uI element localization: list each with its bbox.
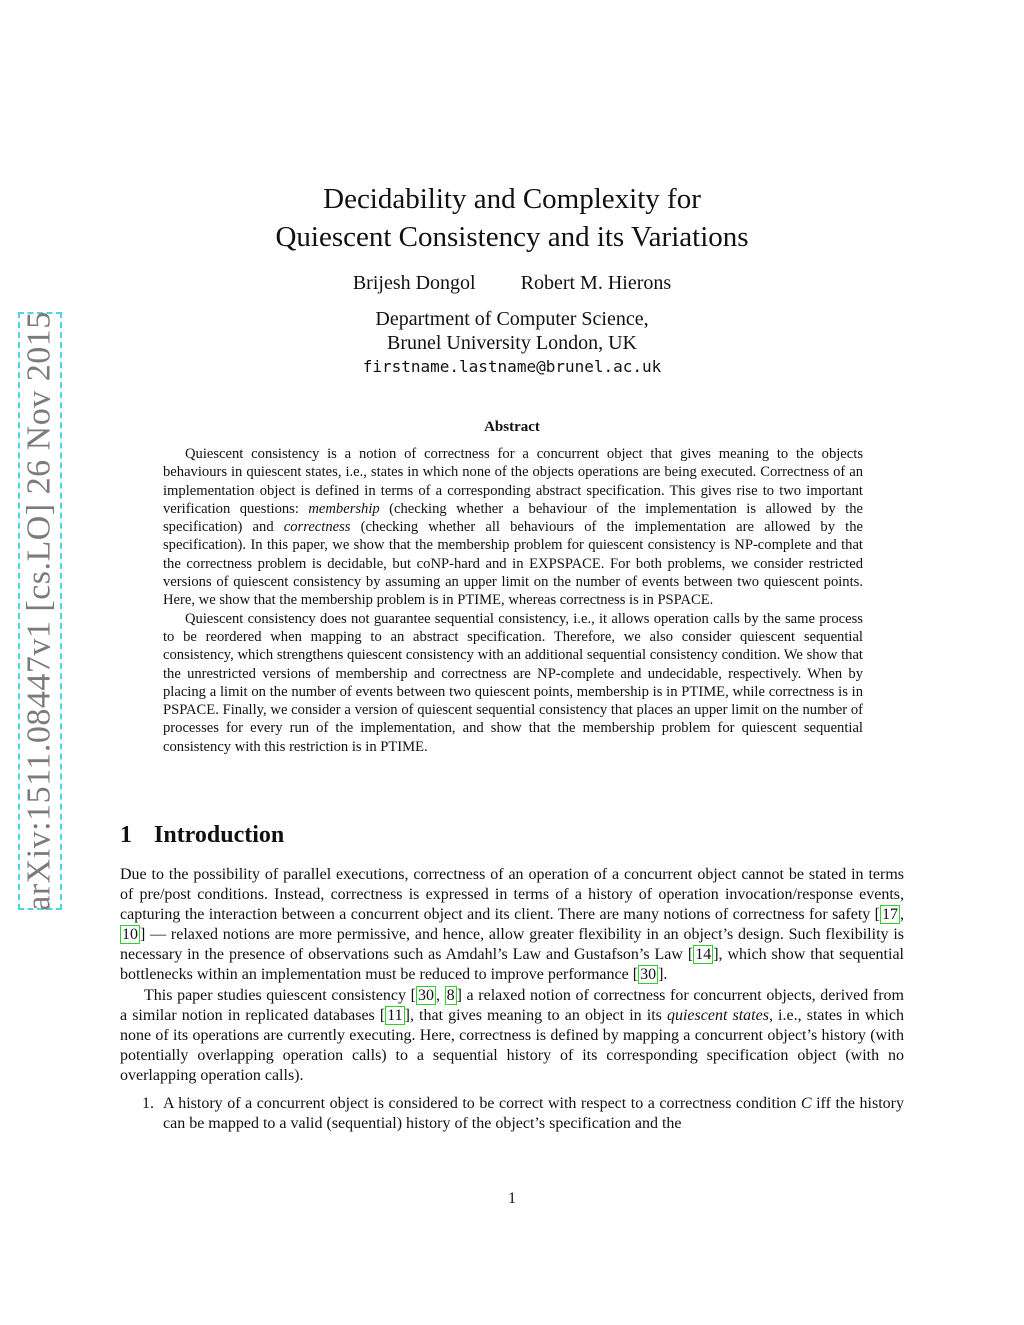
numbered-list	[120, 1094, 904, 1134]
list-number: 1.	[142, 1095, 154, 1113]
citation-link[interactable]: 14	[695, 946, 712, 964]
abstract-paragraph-1: Quiescent consistency is a notion of correctness for a concurrent object that gives meaning to the objects behaviours in quiescent states, i.e., states in which none of the objects operations are being executed. Correctness of an implementation object is defined in terms of a corresponding abstract specification. This gives rise to two important verification questions: membership (checking whether a behaviour of the implementation is allowed by the specification) and correctness (checking whether all behaviours of the implementation are allowed by the specification). In this paper, we show that the membership problem for quiescent consistency is NP-complete and that the correctness problem is decidable, but coNP-hard and in EXPSPACE. For both problems, we consider restricted versions of quiescent consistency by assuming an upper limit on the number of events between two quiescent points. Here, we show that the membership problem is in PTIME, whereas correctness is in PSPACE.	[163, 446, 863, 609]
intro-body	[120, 865, 904, 1134]
email-address: firstname.lastname@brunel.ac.uk	[362, 357, 662, 376]
abstract	[163, 445, 863, 756]
affiliation	[0, 307, 1024, 379]
list-item: A history of a concurrent object is considered to be correct with respect to a correctness condition C iff the history can be mapped to a valid (sequential) history of the object’s specification and the	[163, 1095, 904, 1133]
section-title: Introduction	[154, 822, 285, 848]
term-membership: membership	[308, 500, 380, 517]
section-number: 1	[120, 822, 132, 848]
title-line-1: Decidability and Complexity for	[323, 183, 701, 215]
authors	[0, 272, 1024, 295]
affiliation-line-1: Department of Computer Science,	[375, 308, 649, 330]
title-line-2: Quiescent Consistency and its Variations	[275, 221, 749, 253]
abstract-paragraph-2: Quiescent consistency does not guarantee sequential consistency, i.e., it allows operation calls by the same process to be reordered when mapping to an abstract specification. Therefore, we also consider quiescent sequential consistency, which strengthens quiescent consistency with an additional sequential consistency condition. We show that the unrestricted versions of membership and correctness are NP-complete and undecidable, respectively. When by placing a limit on the number of events between two quiescent points, membership is in PTIME, while correctness is in PSPACE. Finally, we consider a version of quiescent sequential consistency that places an upper limit on the number of processes for every run of the implementation, and show that the membership problem for quiescent sequential consistency with this restriction is in PTIME.	[163, 610, 863, 755]
math-variable: C	[800, 1095, 812, 1113]
term-quiescent-states: quiescent states	[666, 1006, 769, 1024]
citation-link[interactable]: 30	[417, 986, 434, 1004]
page-number: 1	[508, 1190, 516, 1207]
citation-link[interactable]: 8	[446, 986, 455, 1004]
citation-link[interactable]: 30	[640, 966, 657, 984]
paper-title	[0, 180, 1024, 256]
intro-paragraph-1: Due to the possibility of parallel executions, correctness of an operation of a concurrent object cannot be stated in terms of pre/post conditions. Instead, correctness is expressed in terms of a history of operation invocation/response events, capturing the interaction between a concurrent object and its client. There are many notions of correctness for safety [ 17 , 10 ] — relaxed notions are more permissive, and hence, allow greater flexibility in an object’s design. Such flexibility is necessary in the presence of observations such as Amdahl’s Law and Gustafson’s Law [ 14 ], which show that sequential bottlenecks within an implementation must be reduced to improve performance [ 30 ].	[120, 866, 904, 984]
abstract-heading: Abstract	[484, 419, 540, 435]
author-1: Brijesh Dongol	[352, 272, 476, 294]
citation-link[interactable]: 10	[122, 926, 138, 944]
citation-link[interactable]: 11	[387, 1006, 403, 1024]
author-2: Robert M. Hierons	[520, 272, 672, 294]
arxiv-id: arXiv:1511.08447v1 [cs.LO] 26 Nov 2015	[21, 311, 59, 911]
arxiv-watermark	[18, 312, 62, 910]
affiliation-line-2: Brunel University London, UK	[387, 332, 637, 354]
citation-link[interactable]: 17	[882, 906, 898, 924]
term-correctness: correctness	[283, 519, 351, 536]
section-heading	[120, 822, 284, 849]
intro-paragraph-2: This paper studies quiescent consistency [ 30 , 8 ] a relaxed notion of correctness for concurrent objects, derived from a similar notion in replicated databases [ 11 ], that gives meaning to an object in its quiescent states, i.e., states in which none of its operations are currently executing. Here, correctness is defined by mapping a concurrent object’s history (with potentially overlapping operation calls) to a sequential history of its corresponding specification object (with no overlapping operation calls).	[120, 986, 905, 1084]
